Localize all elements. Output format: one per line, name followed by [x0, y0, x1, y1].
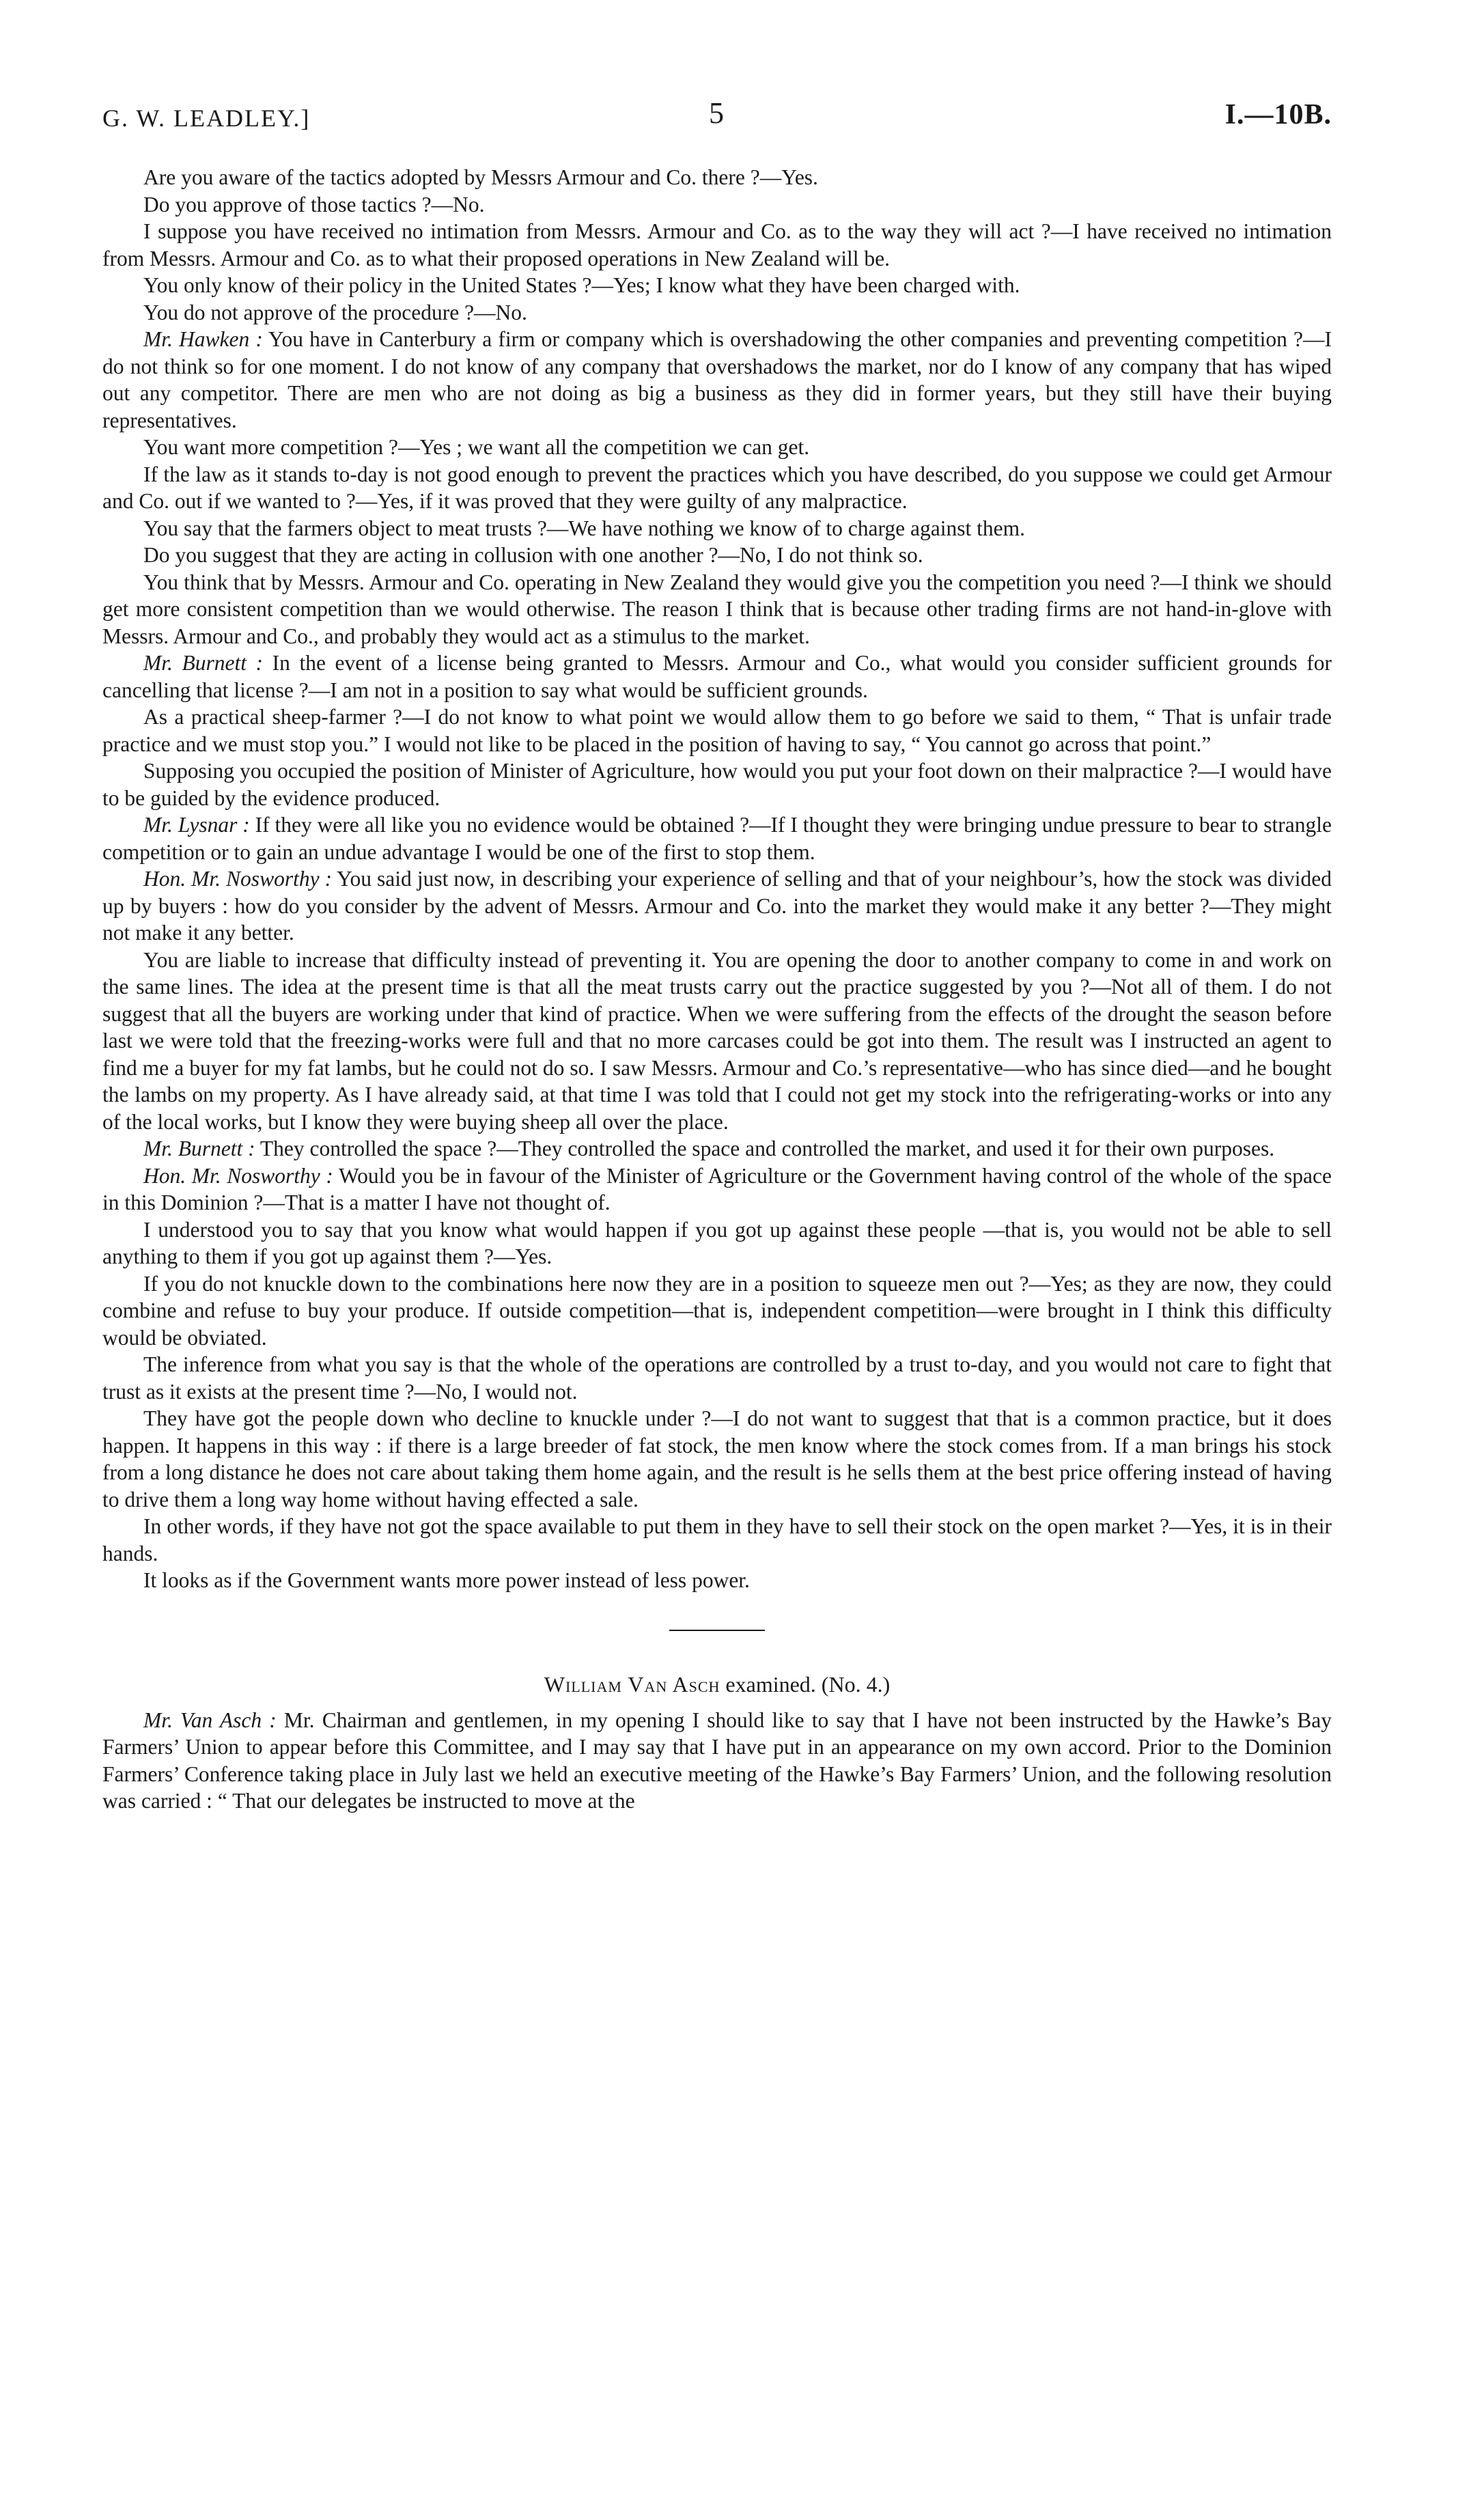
paragraph [102, 191, 1332, 219]
section-heading [102, 1672, 1332, 1697]
paragraph-text: If they were all like you no evidence would be obtained ?—If I thought they were bringing undue pressure to bear to strangle competition or to gain an undue advantage I would be one of the first to stop them. [102, 813, 1332, 864]
paragraph [102, 1270, 1332, 1352]
evidence-text [102, 164, 1332, 1594]
paragraph [102, 1351, 1332, 1405]
paragraph [102, 434, 1332, 461]
paragraph-text: They controlled the space ?—They controlled the space and controlled the market, and used it for their own purposes. [260, 1137, 1275, 1160]
paragraph [102, 811, 1332, 865]
paragraph [102, 757, 1332, 811]
paragraph-text: You have in Canterbury a firm or company which is overshadowing the other companies and preventing competition ?—I do not think so for one moment. I do not know of any company that overshadows the market, nor do I know of any company that has wiped out any competitor. There are men who are not doing as big a business as they did in former years, but they still have their buying representatives. [102, 327, 1332, 432]
speaker-label: Hon. Mr. Nosworthy : [143, 1163, 333, 1188]
paragraph-text: If you do not knuckle down to the combinations here now they are in a position to squeeze men out ?—Yes; as they are now, they could combine and refuse to buy your produce. If outside competition—that is, independent competition—were brought in I think this difficulty would be obviated. [102, 1271, 1332, 1350]
paragraph [102, 272, 1332, 299]
paragraph-text: You want more competition ?—Yes ; we want all the competition we can get. [143, 435, 810, 459]
paragraph [102, 542, 1332, 569]
paragraph [102, 1513, 1332, 1567]
speaker-label: Mr. Van Asch : [143, 1708, 277, 1732]
paragraph [102, 865, 1332, 947]
paragraph-text: The inference from what you say is that the whole of the operations are controlled by a trust to-day, and you would not care to fight that trust as it exists at the present time ?—No, I would not. [102, 1352, 1332, 1404]
paragraph-text: You do not approve of the procedure ?—No. [143, 300, 527, 324]
paragraph-text: You say that the farmers object to meat trusts ?—We have nothing we know of to charge against them. [143, 516, 1025, 540]
witness-name: William Van Asch [544, 1671, 720, 1697]
paragraph-text: You only know of their policy in the United States ?—Yes; I know what they have been charged with. [143, 273, 1020, 297]
paragraph [102, 326, 1332, 434]
speaker-label: Mr. Hawken : [143, 327, 263, 351]
paragraph [102, 1216, 1332, 1270]
paragraph [102, 299, 1332, 326]
paragraph-text: I suppose you have received no intimation from Messrs. Armour and Co. as to the way they will act ?—I have received no intimation from Messrs. Armour and Co. as to what their proposed operations in New Zealand will be. [102, 219, 1332, 270]
paragraph-text: It looks as if the Government wants more power instead of less power. [143, 1568, 750, 1592]
section-divider [669, 1630, 765, 1631]
paragraph [102, 1135, 1332, 1162]
speaker-label: Mr. Lysnar : [143, 813, 250, 837]
paragraph [102, 650, 1332, 704]
paragraph-text: Would you be in favour of the Minister of Agriculture or the Government having control of the whole of the space in this Dominion ?—That is a matter I have not thought of. [102, 1163, 1332, 1214]
paragraph [102, 704, 1332, 757]
paragraph-text: You think that by Messrs. Armour and Co. operating in New Zealand they would give you the competition you need ?—I think we should get more consistent competition than we would otherwise. The reason I think that is because other trading firms are not hand-in-glove with Messrs. Armour and Co., and probably they would act as a stimulus to the market. [102, 570, 1332, 648]
paragraph-text: You are liable to increase that difficulty instead of preventing it. You are opening the door to another company to come in and work on the same lines. The idea at the present time is that all the meat trusts carry out the practice suggested by you ?—Not all of them. I do not suggest that all the buyers are working under that kind of practice. When we were suffering from the effects of the drought the season before last we were told that the freezing-works were full and that no more carcases could be got into them. The result was I instructed an agent to find me a buyer for my fat lambs, but he could not do so. I saw Messrs. Armour and Co.’s representative—who has since died—and he bought the lambs on my property. As I have already said, at that time I was told that I could not get my stock into the refrigerating-works or into any of the local works, but I know they were buying sheep all over the place. [102, 947, 1332, 1134]
speaker-label: Mr. Burnett : [143, 651, 264, 675]
paragraph-text: You said just now, in describing your experience of selling and that of your neighbour’s, how the stock was divided up by buyers : how do you consider by the advent of Messrs. Armour and Co. into the market they would make it any better ?—They might not make it any better. [102, 867, 1332, 945]
paragraph-text: As a practical sheep-farmer ?—I do not know to what point we would allow them to go before we said to them, “ That is unfair trade practice and we must stop you.” I would not like to be placed in the position of having to say, “ You cannot go across that point.” [102, 705, 1332, 756]
paragraph [102, 515, 1332, 542]
paragraph-text: In the event of a license being granted to Messrs. Armour and Co., what would you consider sufficient grounds for cancelling that license ?—I am not in a position to say what would be sufficient grounds. [102, 651, 1332, 702]
paragraph [102, 1162, 1332, 1216]
document-page [102, 96, 1332, 2445]
paragraph [102, 569, 1332, 650]
witness-running-head: G. W. LEADLEY.] [102, 105, 311, 132]
paragraph [102, 1567, 1332, 1594]
page-header [102, 96, 1332, 137]
paragraph-text: Mr. Chairman and gentlemen, in my opening I should like to say that I have not been instructed by the Hawke’s Bay Farmers’ Union to appear before this Committee, and I may say that I have put in an appearance on my own accord. Prior to the Dominion Farmers’ Conference taking place in July last we held an executive meeting of the Hawke’s Bay Farmers’ Union, and the following resolution was carried : “ That our delegates be instructed to move at the [102, 1708, 1332, 1813]
paragraph [102, 1405, 1332, 1513]
paragraph [102, 461, 1332, 515]
paragraph [102, 218, 1332, 272]
speaker-label: Hon. Mr. Nosworthy : [143, 867, 333, 891]
paragraph-text: In other words, if they have not got the space available to put them in they have to sell their stock on the open market ?—Yes, it is in their hands. [102, 1514, 1332, 1565]
paragraph-text: They have got the people down who decline to knuckle under ?—I do not want to suggest that that is a common practice, but it does happen. It happens in this way : if there is a large breeder of fat stock, the men know where the stock comes from. If a man brings his stock from a long distance he does not care about taking them home again, and the result is he sells them at the best price offering instead of having to drive them a long way home without having effected a sale. [102, 1406, 1332, 1512]
speaker-label: Mr. Burnett : [143, 1137, 255, 1160]
paragraph-text: Do you approve of those tactics ?—No. [143, 192, 485, 217]
paragraph-text: Are you aware of the tactics adopted by Messrs Armour and Co. there ?—Yes. [143, 165, 818, 189]
paragraph-text: Do you suggest that they are acting in collusion with one another ?—No, I do not think so. [143, 543, 923, 567]
section-text [102, 1707, 1332, 1815]
document-reference: I.—10B. [1224, 99, 1332, 130]
paragraph-text: Supposing you occupied the position of Minister of Agriculture, how would you put your foot down on their malpractice ?—I would have to be guided by the evidence produced. [102, 759, 1332, 810]
page-number: 5 [709, 96, 725, 130]
witness-heading-rest: examined. (No. 4.) [720, 1671, 891, 1697]
paragraph [102, 164, 1332, 191]
paragraph-text: I understood you to say that you know what would happen if you got up against these people —that is, you would not be able to sell anything to them if you got up against them ?—Yes. [102, 1217, 1332, 1268]
paragraph [102, 947, 1332, 1136]
paragraph-text: If the law as it stands to-day is not good enough to prevent the practices which you have described, do you suppose we could get Armour and Co. out if we wanted to ?—Yes, if it was proved that they were guilty of any malpractice. [102, 462, 1332, 513]
paragraph [102, 1707, 1332, 1815]
